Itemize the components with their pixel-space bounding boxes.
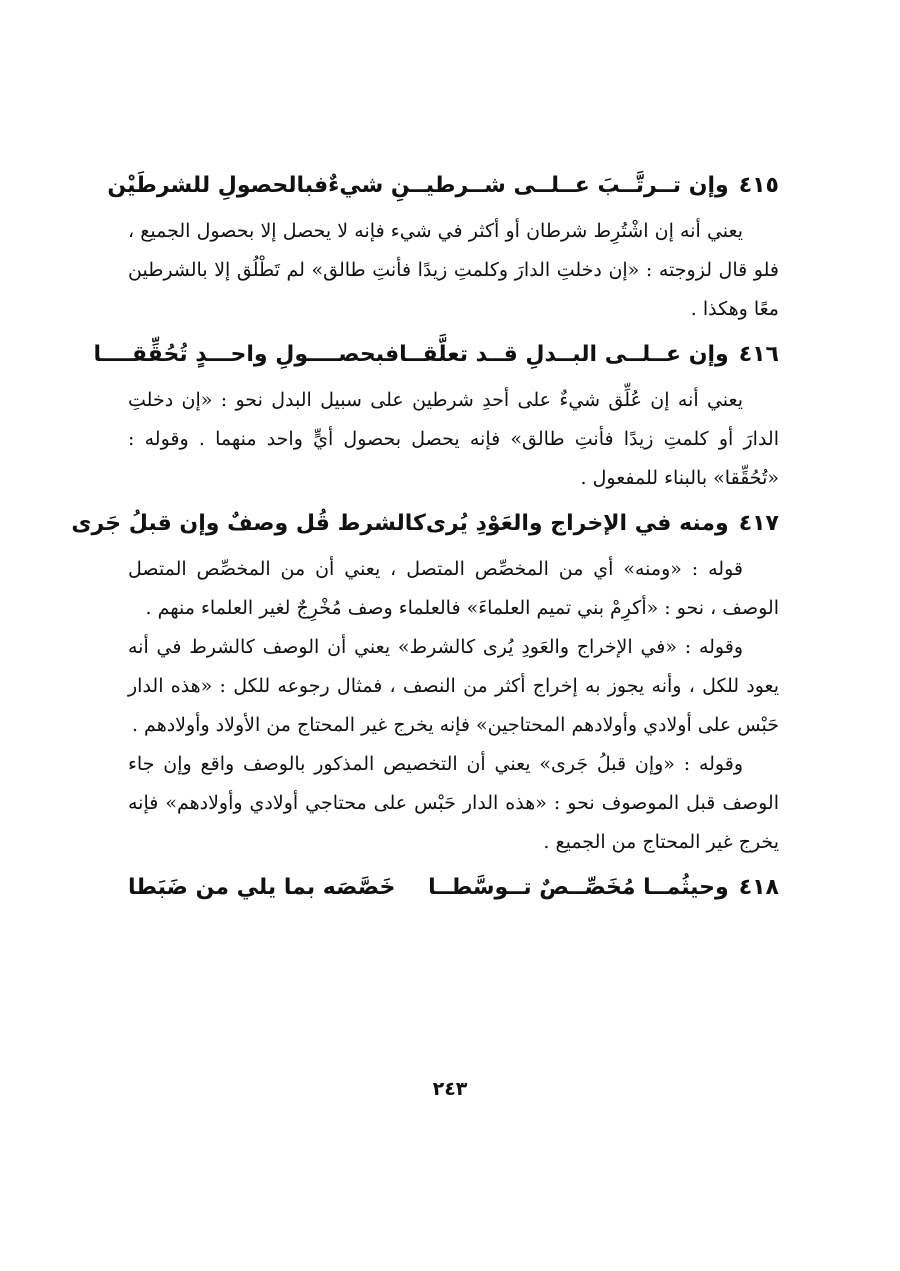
verse-first-hemistich: وإن عــلــى البــدلِ قــد تعلَّقــا	[399, 342, 729, 367]
verse-second-hemistich: فبالحصولِ للشرطَيْن	[107, 173, 329, 198]
commentary-paragraph: يعني أنه إن عُلِّق شيءٌ على أحدِ شرطين على سبيل البدل نحو : «إن دخلتِ الدارَ أو كلمتِ زيدًا فأنتِ طالق» فإنه يحصل بحصول أيٍّ واحد منهما . وقوله : «تُحُقِّقا» بالبناء للمفعول .	[128, 389, 779, 489]
verse-first-hemistich: وإن تــرتَّــبَ عــلــى شــرطيــنِ شيءٌ	[328, 173, 729, 198]
verse-second-hemistich: كالشرط قُل وصفٌ وإن قبلُ جَرى	[71, 511, 426, 536]
verse-second-hemistich: فبحصــــولِ واحـــدٍ تُحُقِّقــــا	[93, 342, 400, 367]
verse-first-hemistich: وحيثُمــا مُخَصِّــصٌ تــوسَّطــا	[428, 875, 729, 900]
commentary-paragraph: قوله : «ومنه» أي من المخصِّص المتصل ، يعني أن من المخصِّص المتصل الوصف ، نحو : «أكرِمْ بني تميم العلماءَ» فالعلماء وصف مُخْرِجٌ لغير العلماء منهم .	[128, 558, 779, 619]
verse-second-hemistich: خَصَّصَه بما يلي من ضَبَطا	[128, 875, 396, 900]
verse-417	[71, 498, 779, 550]
verse-415	[107, 160, 779, 212]
verse-number: ٤١٥	[738, 173, 779, 198]
page-number: ٢٤٣	[432, 1078, 468, 1100]
verse-number: ٤١٨	[738, 875, 779, 900]
verse-number: ٤١٧	[738, 511, 779, 536]
verse-418	[128, 862, 779, 914]
verse-number: ٤١٦	[738, 342, 779, 367]
verse-416	[93, 329, 779, 381]
commentary-paragraph: يعني أنه إن اشْتُرِط شرطان أو أكثر في شيء فإنه لا يحصل إلا بحصول الجميع ، فلو قال لزوجته : «إن دخلتِ الدارَ وكلمتِ زيدًا فأنتِ طالق» لم تَطْلُق إلا بالشرطين معًا وهكذا .	[128, 220, 779, 320]
page-body	[71, 160, 779, 914]
verse-first-hemistich: ومنه في الإخراج والعَوْدِ يُرى	[425, 511, 729, 536]
commentary-paragraph: وقوله : «وإن قبلُ جَرى» يعني أن التخصيص المذكور بالوصف واقع وإن جاء الوصف قبل الموصوف نحو : «هذه الدار حَبْس على محتاجي أولادي وأولادهم» فإنه يخرج غير المحتاج من الجميع .	[128, 753, 779, 853]
commentary-paragraph: وقوله : «في الإخراج والعَودِ يُرى كالشرط» يعني أن الوصف كالشرط في أنه يعود للكل ، وأنه يجوز به إخراج أكثر من النصف ، فمثال رجوعه للكل : «هذه الدار حَبْس على أولادي وأولادهم المحتاجين» فإنه يخرج غير المحتاج من الأولاد وأولادهم .	[128, 636, 779, 736]
